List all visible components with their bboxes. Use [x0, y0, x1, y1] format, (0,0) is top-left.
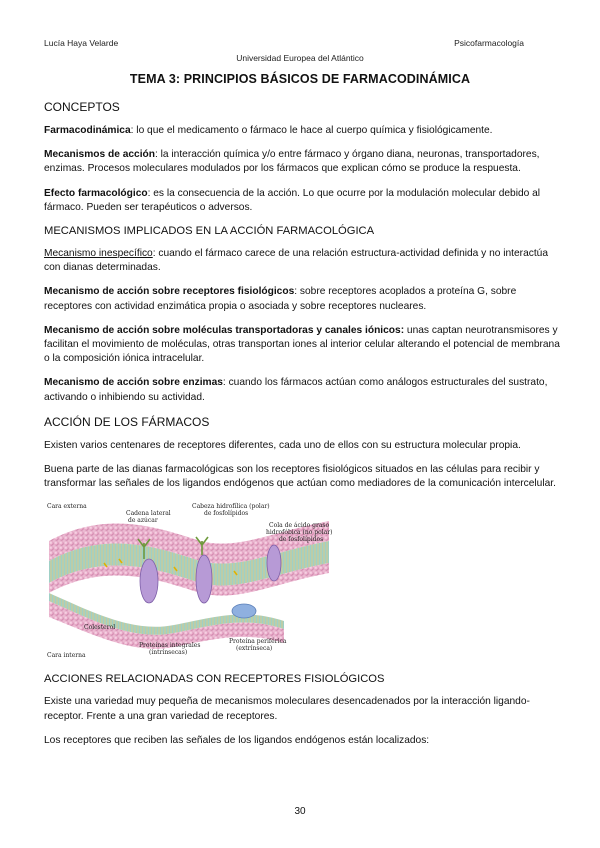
- section-heading-conceptos: CONCEPTOS: [44, 100, 120, 114]
- label-periferica-2: (extrínseca): [236, 645, 273, 653]
- document-body: [44, 100, 564, 758]
- section-heading-acciones-receptores: ACCIONES RELACIONADAS CON RECEPTORES FISIOLÓGICOS: [44, 673, 385, 686]
- membrane-figure: [44, 501, 334, 661]
- def-receptores: : sobre receptores acoplados a proteína G, sobre receptores con actividad enzimática propia o asociada y sobre receptores nucleares.: [44, 286, 517, 312]
- label-cola-1: Cola de ácido graso: [269, 522, 330, 530]
- term-transportadoras: Mecanismo de acción sobre moléculas transportadoras y canales iónicos:: [44, 324, 405, 336]
- label-integrales-1: Proteínas integrales: [139, 642, 201, 650]
- paragraph-accion-1: Existen varios centenares de receptores diferentes, cada uno de ellos con su estructura molecular propia.: [44, 439, 521, 451]
- paragraph-enzimas: [44, 376, 564, 404]
- integral-protein-2: [196, 555, 212, 603]
- label-cadena-1: Cadena lateral: [126, 510, 171, 518]
- term-receptores: Mecanismo de acción sobre receptores fisiológicos: [44, 286, 295, 298]
- peripheral-protein: [232, 604, 256, 618]
- label-colesterol: Colesterol: [84, 624, 116, 632]
- integral-protein-3: [267, 545, 281, 581]
- header-subject: Psicofarmacología: [454, 38, 524, 48]
- term-mecanismos: Mecanismos de acción: [44, 149, 155, 161]
- section-heading-mecanismos: MECANISMOS IMPLICADOS EN LA ACCIÓN FARMACOLÓGICA: [44, 225, 375, 238]
- label-cabeza-1: Cabeza hidrofílica (polar): [192, 503, 270, 511]
- page-title: TEMA 3: PRINCIPIOS BÁSICOS DE FARMACODINÁMICA: [129, 72, 471, 86]
- section-heading-accion: ACCIÓN DE LOS FÁRMACOS: [44, 414, 210, 429]
- header-university: Universidad Europea del Atlántico: [236, 53, 364, 63]
- label-cara-interna: Cara interna: [47, 652, 86, 660]
- def-transportadoras: unas captan neurotransmisores y facilitan el movimiento de moléculas, otras transportan iones al interior celular alterando el potencial de membrana o la composición iónica intracelular.: [44, 324, 560, 365]
- label-cadena-2: de azúcar: [128, 517, 158, 525]
- paragraph-transportadoras: [44, 324, 564, 367]
- label-cola-2: hidrofóbica (no polar): [266, 529, 333, 537]
- paragraph-acciones-1: Existe una variedad muy pequeña de mecanismos moleculares desencadenados por la interacción ligando-receptor. Frente a una gran variedad de receptores.: [44, 696, 530, 722]
- def-efecto: : es la consecuencia de la acción. Lo que ocurre por la modulación molecular debido al fármaco. Pueden ser terapéuticos o adversos.: [44, 187, 541, 213]
- label-cola-3: de fosfolípidos: [279, 536, 324, 544]
- label-integrales-2: (intrínsecas): [149, 649, 188, 657]
- def-mecanismos: : la interacción química y/o entre fármaco y órgano diana, neuronas, transportadores, enzimas. Procesos moleculares modulados por los fármacos que explican cómo se produce la respuesta.: [44, 149, 540, 175]
- def-farmacodinamica: : lo que el medicamento o fármaco le hace al cuerpo química y fisiológicamente.: [130, 125, 493, 136]
- paragraph-efecto: [44, 187, 564, 215]
- def-inespecifico: : cuando el fármaco carece de una relación estructura-actividad definida y no interactúa con dianas determinadas.: [44, 248, 548, 274]
- membrane-illustration: [44, 501, 334, 661]
- paragraph-receptores: [44, 285, 564, 313]
- paragraph-inespecifico: [44, 247, 564, 275]
- label-periferica-1: Proteína periférica: [229, 638, 287, 646]
- term-inespecifico: Mecanismo inespecífico: [44, 248, 153, 260]
- term-efecto: Efecto farmacológico: [44, 187, 148, 199]
- def-enzimas: : cuando los fármacos actúan como análogos estructurales del sustrato, activando o inhibiendo su actividad.: [44, 377, 548, 403]
- page-number: 30: [294, 806, 306, 817]
- integral-protein-1: [140, 559, 158, 603]
- label-cabeza-2: de fosfolípidos: [204, 510, 249, 518]
- paragraph-accion-2: Buena parte de las dianas farmacológicas son los receptores fisiológicos situados en las células para recibir y transformar las señales de los ligandos endógenos que actúan como mediadores de la comunicación intercelular.: [44, 464, 556, 490]
- header-author: Lucía Haya Velarde: [44, 38, 119, 48]
- paragraph-acciones-2: Los receptores que reciben las señales de los ligandos endógenos están localizados:: [44, 734, 430, 746]
- term-farmacodinamica: Farmacodinámica: [44, 125, 131, 136]
- term-enzimas: Mecanismo de acción sobre enzimas: [44, 377, 223, 389]
- paragraph-farmacodinamica: [44, 124, 564, 138]
- label-cara-externa: Cara externa: [47, 503, 87, 511]
- paragraph-mecanismos: [44, 148, 564, 176]
